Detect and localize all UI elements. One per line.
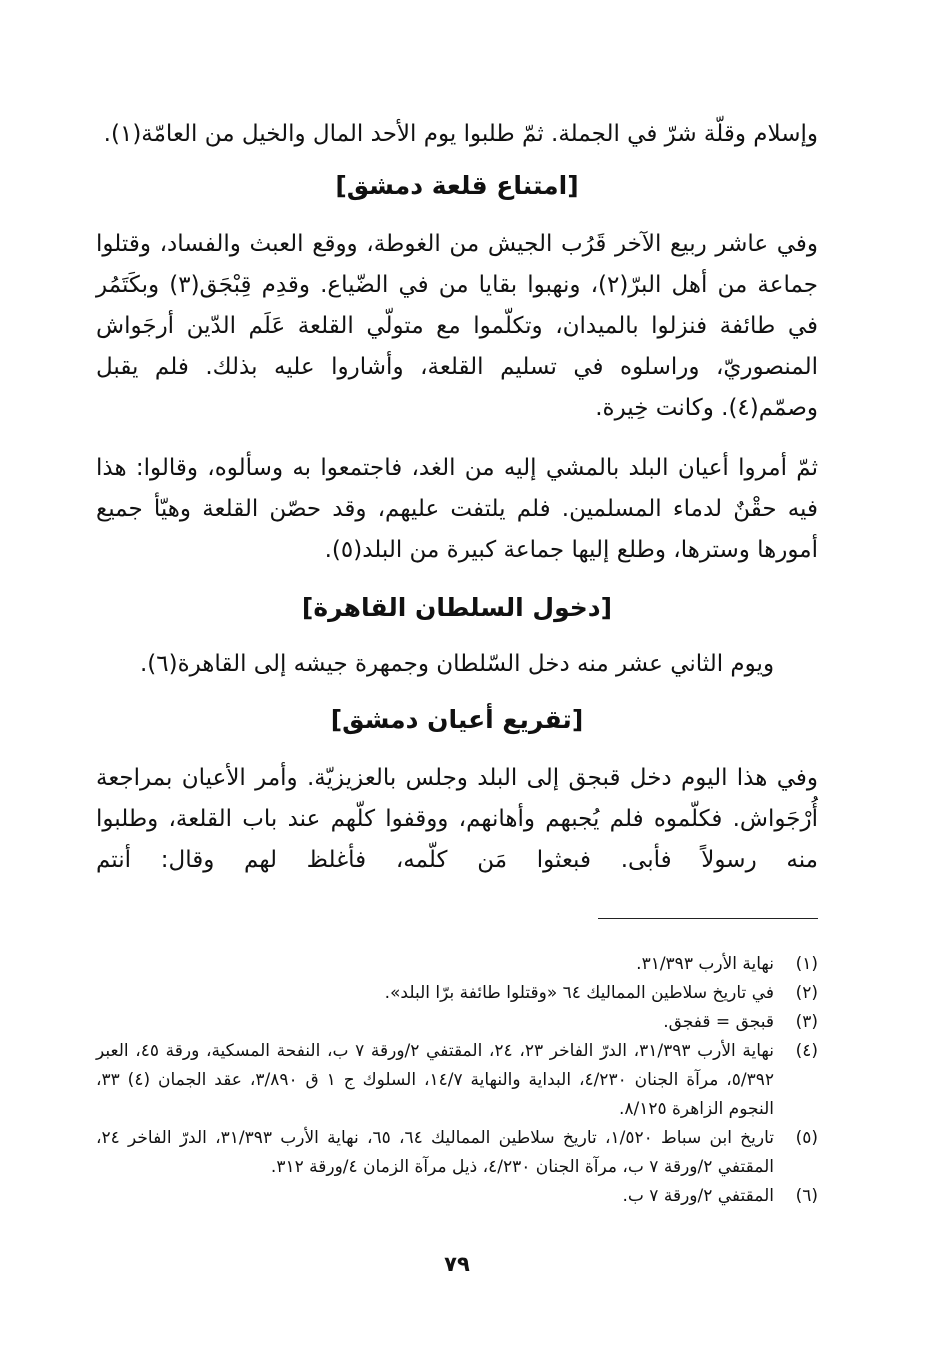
footnote [96, 950, 818, 979]
footnote-text: نهاية الأرب ٣١/٣٩٣، الدرّ الفاخر ٢٣، ٢٤، المقتفي ٢/ورقة ٧ ب، النفحة المسكية، ورقة ٤٥، العبر ٥/٣٩٢، مرآة الجنان ٤/٢٣٠، البداية والنهاية ١٤/٧، السلوك ج ١ ق ٣/٨٩٠، عقد الجمان (٤) ٣٣، النجوم الزاهرة ٨/١٢٥. [96, 1041, 775, 1119]
paragraph-3-block [96, 448, 818, 571]
footnote-separator [598, 918, 818, 919]
page-number: ٧٩ [444, 1252, 470, 1276]
paragraph-4-block [96, 644, 818, 685]
heading-2-block [96, 588, 818, 628]
paragraph-2-block [96, 224, 818, 429]
paragraph-3: ثمّ أمروا أعيان البلد بالمشي إليه من الغد، فاجتمعوا به وسألوه، وقالوا: هذا فيه حقْنٌ لدماء المسلمين. فلم يلتفت عليهم، وقد حصّن القلعة وهيّأ جميع أمورها وسترها، وطلع إليها جماعة كبيرة من البلد(٥). [96, 455, 818, 563]
footnote-text: نهاية الأرب ٣١/٣٩٣. [636, 954, 774, 974]
footnote-text: المقتفي ٢/ورقة ٧ ب. [622, 1186, 774, 1206]
footnote-text: في تاريخ سلاطين المماليك ٦٤ «وقتلوا طائفة برّا البلد». [384, 983, 774, 1003]
footnote-number: (٤) [795, 1041, 818, 1061]
footnote-number: (٥) [795, 1128, 818, 1148]
section-heading-notables: [تقريع أعيان دمشق] [330, 705, 584, 734]
paragraph-4: ويوم الثاني عشر منه دخل السّلطان وجمهرة جيشه إلى القاهرة(٦). [139, 651, 775, 677]
paragraph-2: وفي عاشر ربيع الآخر قَرُب الجيش من الغوطة، ووقع العبث والفساد، وقتلوا جماعة من أهل البرّ(٢)، ونهبوا بقايا من في الضّياع. وقدِم قِبْجَق(٣) وبكَتَمُر في طائفة فنزلوا بالميدان، وتكلّموا مع متولّي القلعة عَلَم الدّين أرجَواش المنصوريّ، وراسلوه في تسليم القلعة، وأشاروا عليه بذلك. فلم يقبل وصمّم(٤). وكانت خِيرة. [96, 231, 818, 421]
paragraph-1: وإسلام وقلّة شرّ في الجملة. ثمّ طلبوا يوم الأحد المال والخيل من العامّة(١). [103, 121, 818, 147]
footnotes [96, 950, 818, 1211]
footnote-number: (٦) [795, 1186, 818, 1206]
footnote-number: (٣) [795, 1012, 818, 1032]
footnote-number: (١) [795, 954, 818, 974]
footnote [96, 1037, 818, 1124]
footnote [96, 1008, 818, 1037]
heading-3-block [96, 700, 818, 740]
section-heading-citadel: [امتناع قلعة دمشق] [335, 171, 579, 200]
book-page [96, 0, 818, 1367]
footnote [96, 1124, 818, 1182]
footnote-text: قبجق = قفجق. [663, 1012, 774, 1032]
paragraph-1-block [96, 114, 818, 155]
footnote [96, 1182, 818, 1211]
section-heading-sultan: [دخول السلطان القاهرة] [301, 593, 613, 622]
footnote [96, 979, 818, 1008]
heading-1-block [96, 166, 818, 206]
footnote-text: تاريخ ابن سباط ١/٥٢٠، تاريخ سلاطين المماليك ٦٤، ٦٥، نهاية الأرب ٣١/٣٩٣، الدرّ الفاخر ٢٤، المقتفي ٢/ورقة ٧ ب، مرآة الجنان ٤/٢٣٠، ذيل مرآة الزمان ٤/ورقة ٣١٢. [96, 1128, 775, 1177]
paragraph-5: وفي هذا اليوم دخل قبجق إلى البلد وجلس بالعزيزيّة. وأمر الأعيان بمراجعة أُرْجَواش. فكلّموه فلم يُجبهم وأهانهم، ووقفوا كلّهم عند باب القلعة، وطلبوا منه رسولاً فأبى. فبعثوا مَن كلّمه، فأغلظ لهم وقال: أنتم [96, 765, 818, 873]
footnote-number: (٢) [795, 983, 818, 1003]
paragraph-5-block [96, 758, 818, 881]
